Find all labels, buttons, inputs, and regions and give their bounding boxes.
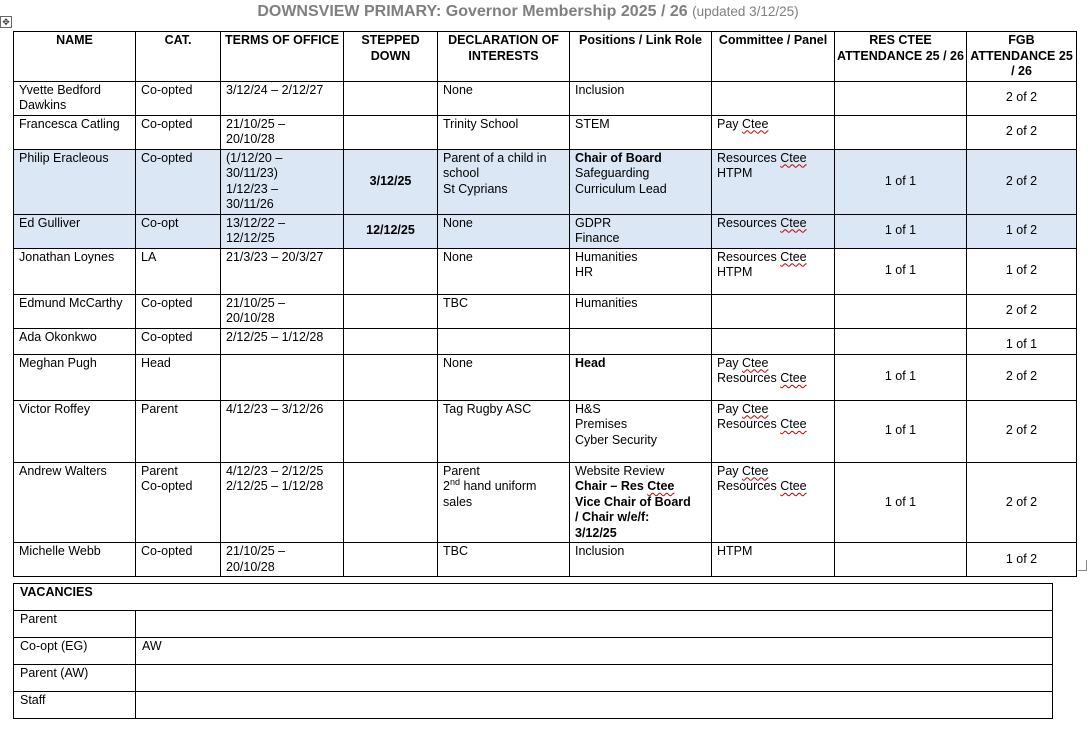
vacancy-note bbox=[136, 665, 1053, 692]
cat-line: Co-opted bbox=[141, 479, 193, 493]
cell-decl bbox=[438, 214, 570, 248]
committee-line: Pay Ctee bbox=[717, 355, 769, 370]
decl-line: Trinity School bbox=[443, 116, 519, 131]
vacancies-title: VACANCIES bbox=[14, 584, 1053, 611]
decl-line: None bbox=[443, 355, 473, 370]
cell-committee bbox=[712, 248, 835, 294]
cell-stepped bbox=[344, 543, 438, 577]
cell-terms bbox=[221, 115, 344, 149]
cell-decl bbox=[438, 462, 570, 543]
cell-name: Meghan Pugh bbox=[14, 354, 136, 400]
committee-line: Pay Ctee bbox=[717, 463, 769, 478]
cell-name: Andrew Walters bbox=[14, 462, 136, 543]
cell-fgb: 1 of 1 bbox=[967, 328, 1077, 354]
cell-res-ctee: 1 of 1 bbox=[835, 149, 967, 214]
header-cat: CAT. bbox=[136, 32, 221, 82]
header-row bbox=[14, 32, 1077, 82]
table-resize-handle[interactable] bbox=[1078, 560, 1087, 571]
decl-ordinal-suffix: nd bbox=[449, 476, 460, 487]
cell-terms bbox=[221, 294, 344, 328]
term-line: 1/12/23 – bbox=[226, 181, 279, 196]
cell-positions bbox=[570, 400, 712, 462]
decl-text: hand uniform bbox=[459, 479, 537, 493]
committee-line: HTPM bbox=[717, 265, 753, 279]
cell-stepped bbox=[344, 248, 438, 294]
cell-stepped bbox=[344, 81, 438, 115]
vacancies-table bbox=[13, 583, 1053, 719]
table-row bbox=[14, 543, 1077, 577]
decl-line: None bbox=[443, 215, 473, 230]
decl-line: St Cyprians bbox=[443, 181, 508, 196]
cell-name: Francesca Catling bbox=[14, 115, 136, 149]
decl-line: Parent bbox=[443, 463, 480, 478]
cell-cat: Co-opted bbox=[136, 294, 221, 328]
cell-name: Victor Roffey bbox=[14, 400, 136, 462]
cell-terms bbox=[221, 462, 344, 543]
cell-committee bbox=[712, 81, 835, 115]
cell-name: Philip Eracleous bbox=[14, 149, 136, 214]
cell-stepped bbox=[344, 400, 438, 462]
cell-committee bbox=[712, 214, 835, 248]
table-row bbox=[14, 115, 1077, 149]
cell-committee bbox=[712, 354, 835, 400]
term-line: 13/12/22 – bbox=[226, 215, 286, 230]
header-fgb: FGB ATTENDANCE 25 / 26 bbox=[967, 32, 1077, 82]
decl-line: None bbox=[443, 82, 473, 97]
cell-committee bbox=[712, 149, 835, 214]
cat-line: Parent bbox=[141, 463, 178, 478]
cell-cat: Co-opted bbox=[136, 328, 221, 354]
cell-positions bbox=[570, 328, 712, 354]
cell-fgb: 2 of 2 bbox=[967, 81, 1077, 115]
decl-line: Tag Rugby ASC bbox=[443, 401, 532, 416]
cell-fgb: 2 of 2 bbox=[967, 149, 1077, 214]
cell-fgb: 1 of 2 bbox=[967, 248, 1077, 294]
term-line: 2/12/25 – 1/12/28 bbox=[226, 479, 324, 493]
cell-res-ctee: 1 of 1 bbox=[835, 354, 967, 400]
committee-line: Resources Ctee bbox=[717, 417, 807, 431]
position-line: STEM bbox=[575, 116, 610, 131]
cell-res-ctee bbox=[835, 115, 967, 149]
header-res-ctee: RES CTEE ATTENDANCE 25 / 26 bbox=[835, 32, 967, 82]
governor-membership-table bbox=[13, 31, 1077, 577]
cell-fgb: 2 of 2 bbox=[967, 115, 1077, 149]
position-line: Inclusion bbox=[575, 544, 625, 558]
cell-positions bbox=[570, 149, 712, 214]
position-line: Inclusion bbox=[575, 82, 625, 97]
term-line: 21/3/23 – 20/3/27 bbox=[226, 249, 324, 264]
vacancy-note: AW bbox=[136, 638, 1053, 665]
cell-cat: Co-opted bbox=[136, 81, 221, 115]
vacancy-row bbox=[14, 611, 1053, 638]
cell-cat: Co-opted bbox=[136, 543, 221, 577]
cell-name: Michelle Webb bbox=[14, 543, 136, 577]
cell-decl bbox=[438, 294, 570, 328]
cell-res-ctee: 1 of 1 bbox=[835, 462, 967, 543]
decl-ordinal: 2 bbox=[443, 479, 450, 493]
vacancy-row bbox=[14, 665, 1053, 692]
term-line: 21/10/25 – bbox=[226, 544, 286, 558]
cell-cat: Co-opted bbox=[136, 115, 221, 149]
cell-name: Edmund McCarthy bbox=[14, 294, 136, 328]
cell-res-ctee bbox=[835, 328, 967, 354]
cell-positions bbox=[570, 354, 712, 400]
header-terms: TERMS OF OFFICE bbox=[221, 32, 344, 82]
position-line: Finance bbox=[575, 231, 620, 245]
term-line: 21/10/25 – bbox=[226, 295, 286, 310]
term-line: (1/12/20 – bbox=[226, 150, 283, 165]
cell-decl bbox=[438, 149, 570, 214]
header-stepped-down: STEPPED DOWN bbox=[344, 32, 438, 82]
term-line: 2/12/25 – 1/12/28 bbox=[226, 329, 324, 344]
position-line: Head bbox=[575, 355, 606, 370]
position-line: Website Review bbox=[575, 463, 665, 478]
cell-positions bbox=[570, 214, 712, 248]
cell-terms bbox=[221, 400, 344, 462]
cell-terms bbox=[221, 543, 344, 577]
cell-committee bbox=[712, 294, 835, 328]
cell-name: Ed Gulliver bbox=[14, 214, 136, 248]
vacancy-note bbox=[136, 692, 1053, 719]
cell-fgb: 2 of 2 bbox=[967, 400, 1077, 462]
committee-line: Resources Ctee bbox=[717, 215, 807, 230]
cell-name: Jonathan Loynes bbox=[14, 248, 136, 294]
cell-decl bbox=[438, 115, 570, 149]
cell-cat: Co-opted bbox=[136, 149, 221, 214]
position-line: / Chair w/e/f: bbox=[575, 510, 650, 524]
position-line: Curriculum Lead bbox=[575, 181, 667, 196]
vacancy-role: Staff bbox=[14, 692, 136, 719]
decl-line: None bbox=[443, 249, 473, 264]
cell-fgb: 2 of 2 bbox=[967, 294, 1077, 328]
cell-positions bbox=[570, 543, 712, 577]
cell-name: Ada Okonkwo bbox=[14, 328, 136, 354]
position-line: H&S bbox=[575, 401, 601, 416]
cell-stepped bbox=[344, 462, 438, 543]
vacancy-row bbox=[14, 638, 1053, 665]
position-line: Safeguarding bbox=[575, 166, 650, 180]
cell-stepped bbox=[344, 294, 438, 328]
committee-line: Resources Ctee bbox=[717, 371, 807, 385]
cell-terms bbox=[221, 328, 344, 354]
table-row bbox=[14, 354, 1077, 400]
cell-res-ctee: 1 of 1 bbox=[835, 214, 967, 248]
table-row bbox=[14, 462, 1077, 543]
table-row bbox=[14, 400, 1077, 462]
cell-committee bbox=[712, 328, 835, 354]
header-positions: Positions / Link Role bbox=[570, 32, 712, 82]
cell-decl bbox=[438, 400, 570, 462]
committee-line: Resources Ctee bbox=[717, 479, 807, 493]
cell-decl bbox=[438, 81, 570, 115]
vacancy-role: Co-opt (EG) bbox=[14, 638, 136, 665]
table-row bbox=[14, 81, 1077, 115]
vacancy-role: Parent bbox=[14, 611, 136, 638]
term-line: 3/12/24 – 2/12/27 bbox=[226, 82, 324, 97]
vacancies-header-row bbox=[14, 584, 1053, 611]
table-row bbox=[14, 214, 1077, 248]
term-line: 30/11/26 bbox=[226, 197, 274, 211]
cell-positions bbox=[570, 115, 712, 149]
cell-decl bbox=[438, 543, 570, 577]
cell-positions bbox=[570, 294, 712, 328]
term-line: 30/11/23) bbox=[226, 166, 278, 180]
cell-terms bbox=[221, 149, 344, 214]
cell-committee bbox=[712, 400, 835, 462]
cell-terms bbox=[221, 354, 344, 400]
table-row bbox=[14, 328, 1077, 354]
cell-terms bbox=[221, 248, 344, 294]
position-line: GDPR bbox=[575, 215, 612, 230]
document-title bbox=[0, 3, 1056, 21]
cell-stepped: 3/12/25 bbox=[344, 149, 438, 214]
cell-stepped bbox=[344, 115, 438, 149]
cell-fgb: 1 of 2 bbox=[967, 543, 1077, 577]
cell-cat: LA bbox=[136, 248, 221, 294]
committee-line: Pay Ctee bbox=[717, 401, 769, 416]
cell-positions bbox=[570, 462, 712, 543]
cell-terms bbox=[221, 214, 344, 248]
cell-cat: Co-opt bbox=[136, 214, 221, 248]
table-row bbox=[14, 294, 1077, 328]
position-line: Chair of Board bbox=[575, 150, 662, 165]
cell-res-ctee bbox=[835, 543, 967, 577]
cell-stepped bbox=[344, 354, 438, 400]
committee-line: Resources Ctee bbox=[717, 249, 807, 264]
table-row bbox=[14, 248, 1077, 294]
position-line: Premises bbox=[575, 417, 628, 431]
cell-res-ctee bbox=[835, 81, 967, 115]
cell-decl bbox=[438, 328, 570, 354]
term-line: 20/10/28 bbox=[226, 559, 275, 574]
cell-decl bbox=[438, 248, 570, 294]
cell-res-ctee: 1 of 1 bbox=[835, 400, 967, 462]
cell-cat: Parent bbox=[136, 400, 221, 462]
header-declaration: DECLARATION OF INTERESTS bbox=[438, 32, 570, 82]
term-line: 20/10/28 bbox=[226, 132, 275, 146]
updated-note: (updated 3/12/25) bbox=[692, 4, 799, 19]
cell-res-ctee bbox=[835, 294, 967, 328]
cell-terms bbox=[221, 81, 344, 115]
decl-line: sales bbox=[443, 494, 473, 509]
position-line: HR bbox=[575, 265, 594, 279]
committee-line: Resources Ctee bbox=[717, 150, 807, 165]
position-line: Vice Chair of Board bbox=[575, 494, 691, 509]
header-committee: Committee / Panel bbox=[712, 32, 835, 82]
header-name: NAME bbox=[14, 32, 136, 82]
cell-stepped bbox=[344, 328, 438, 354]
decl-line: TBC bbox=[443, 295, 468, 310]
table-row bbox=[14, 149, 1077, 214]
committee-line: HTPM bbox=[717, 544, 753, 558]
position-line: Cyber Security bbox=[575, 432, 657, 447]
cell-committee bbox=[712, 462, 835, 543]
vacancy-role: Parent (AW) bbox=[14, 665, 136, 692]
term-line: 12/12/25 bbox=[226, 231, 275, 245]
committee-line: HTPM bbox=[717, 166, 753, 180]
position-line: Chair – Res Ctee bbox=[575, 479, 675, 493]
position-line: 3/12/25 bbox=[575, 525, 617, 540]
cell-name: Yvette Bedford Dawkins bbox=[14, 81, 136, 115]
cell-res-ctee: 1 of 1 bbox=[835, 248, 967, 294]
cell-positions bbox=[570, 81, 712, 115]
cell-fgb: 2 of 2 bbox=[967, 354, 1077, 400]
position-line: Humanities bbox=[575, 249, 638, 264]
decl-line bbox=[443, 476, 564, 495]
table-move-handle-icon[interactable]: ✥ bbox=[0, 16, 12, 28]
term-line: 4/12/23 – 3/12/26 bbox=[226, 401, 324, 416]
committee-line: Pay Ctee bbox=[717, 116, 769, 131]
term-line: 21/10/25 – bbox=[226, 116, 286, 131]
decl-line: Parent of a child in school bbox=[443, 150, 547, 180]
position-line: Humanities bbox=[575, 295, 638, 310]
vacancy-row bbox=[14, 692, 1053, 719]
cell-stepped: 12/12/25 bbox=[344, 214, 438, 248]
decl-line: TBC bbox=[443, 544, 468, 558]
cell-committee bbox=[712, 543, 835, 577]
title-text: DOWNSVIEW PRIMARY: Governor Membership 2025 / 26 bbox=[257, 3, 688, 20]
cell-fgb: 1 of 2 bbox=[967, 214, 1077, 248]
cell-committee bbox=[712, 115, 835, 149]
cell-cat: Head bbox=[136, 354, 221, 400]
term-line: 4/12/23 – 2/12/25 bbox=[226, 463, 324, 478]
cell-positions bbox=[570, 248, 712, 294]
term-line: 20/10/28 bbox=[226, 311, 275, 325]
cell-fgb: 2 of 2 bbox=[967, 462, 1077, 543]
cell-cat bbox=[136, 462, 221, 543]
cell-decl bbox=[438, 354, 570, 400]
vacancy-note bbox=[136, 611, 1053, 638]
